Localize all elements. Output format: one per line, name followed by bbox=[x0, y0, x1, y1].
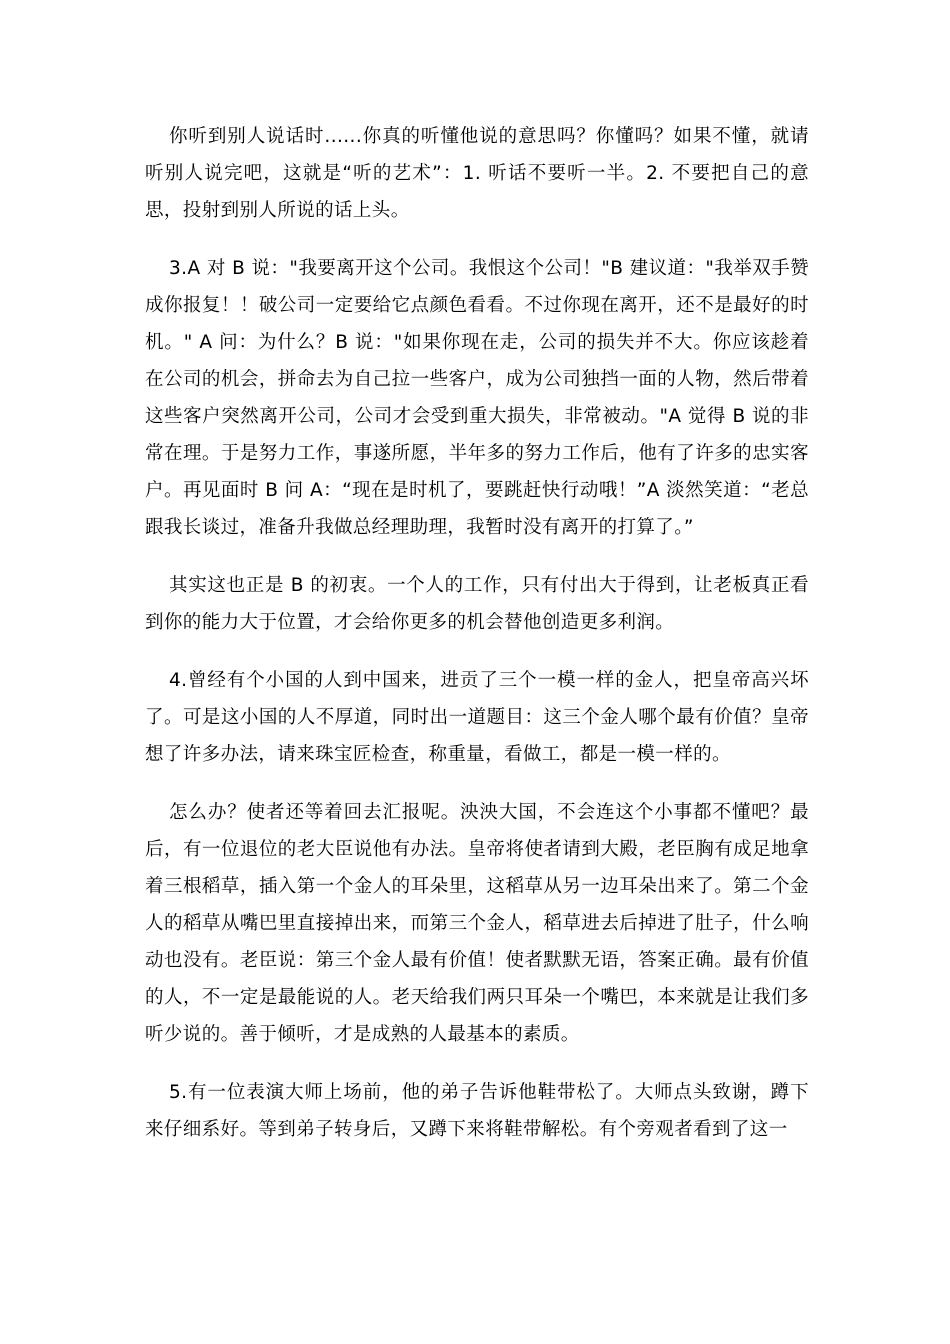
paragraph-story-4: 4.曾经有个小国的人到中国来，进贡了三个一模一样的金人，把皇帝高兴坏了。可是这小国的人不厚道，同时出一道题目：这三个金人哪个最有价值？皇帝想了许多办法，请来珠宝匠检查，称重量，看做工，都是一模一样的。 bbox=[145, 670, 809, 765]
paragraph-story-4-continued: 怎么办？使者还等着回去汇报呢。泱泱大国，不会连这个小事都不懂吧？最后，有一位退位的老大臣说他有办法。皇帝将使者请到大殿，老臣胸有成足地拿着三根稻草，插入第一个金人的耳朵里，这稻草从另一边耳朵出来了。第二个金人的稻草从嘴巴里直接掉出来，而第三个金人，稻草进去后掉进了肚子，什么响动也没有。老臣说：第三个金人最有价值！使者默默无语，答案正确。最有价值的人，不一定是最能说的人。老天给我们两只耳朵一个嘴巴，本来就是让我们多听少说的。善于倾听，才是成熟的人最基本的素质。 bbox=[145, 802, 809, 1045]
paragraph-story-5: 5.有一位表演大师上场前，他的弟子告诉他鞋带松了。大师点头致谢，蹲下来仔细系好。等到弟子转身后，又蹲下来将鞋带解松。有个旁观者看到了这一 bbox=[145, 1082, 809, 1140]
paragraph-story-3: 3.A 对 B 说："我要离开这个公司。我恨这个公司！"B 建议道："我举双手赞成你报复！！破公司一定要给它点颜色看看。不过你现在离开，还不是最好的时机。" A 问：为什么？B 说："如果你现在走，公司的损失并不大。你应该趁着在公司的机会，拼命去为自己拉一些客户，成为公司独挡一面的人物，然后带着这些客户突然离开公司，公司才会受到重大损失，非常被动。"A 觉得 B 说的非常在理。于是努力工作，事遂所愿，半年多的努力工作后，他有了许多的忠实客户。再见面时 B 问 A：“现在是时机了，要跳赶快行动哦！”A 淡然笑道：“老总跟我长谈过，准备升我做总经理助理，我暂时没有离开的打算了。” bbox=[145, 258, 809, 538]
document-page bbox=[145, 118, 809, 1169]
paragraph-listening-art: 你听到别人说话时......你真的听懂他说的意思吗？你懂吗？如果不懂，就请听别人说完吧，这就是“听的艺术”：1. 听话不要听一半。2. 不要把自己的意思，投射到别人所说的话上头。 bbox=[145, 126, 809, 221]
paragraph-story-3-moral: 其实这也正是 B 的初衷。一个人的工作，只有付出大于得到，让老板真正看到你的能力大于位置，才会给你更多的机会替他创造更多利润。 bbox=[145, 575, 809, 633]
